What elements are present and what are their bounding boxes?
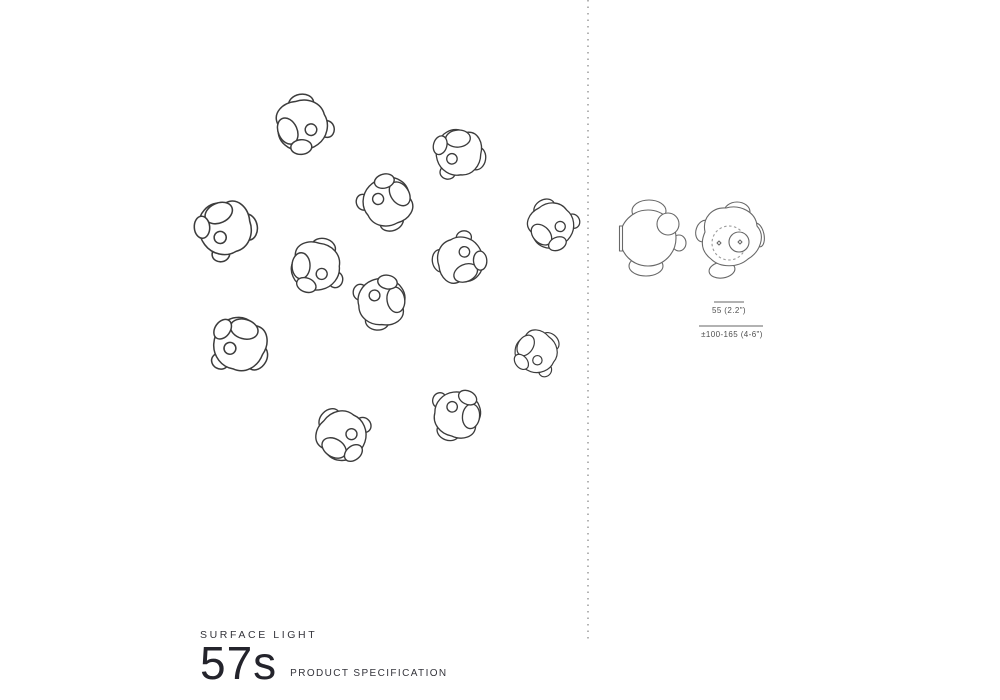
pendant-blob xyxy=(503,319,571,387)
top-view-drawing xyxy=(693,202,766,280)
side-view-drawing xyxy=(620,200,687,276)
pendant-blob xyxy=(197,304,281,387)
pendant-blob xyxy=(427,123,490,185)
top-view-stem-circle xyxy=(729,232,749,252)
pendant-blob xyxy=(517,189,588,261)
pendant-blob xyxy=(421,379,490,449)
pendant-blob xyxy=(303,394,383,474)
document-subtitle: PRODUCT SPECIFICATION xyxy=(290,668,448,680)
title-block xyxy=(200,629,448,689)
pendant-blob xyxy=(428,228,491,290)
product-category: SURFACE LIGHT xyxy=(200,629,318,641)
pendant-blob xyxy=(270,89,338,159)
side-view-upper-right-lobe xyxy=(657,213,679,235)
pendant-blob xyxy=(189,194,262,266)
dimension-label-diameter: ±100-165 (4-6") xyxy=(701,330,763,339)
product-name: 57s xyxy=(200,637,278,689)
dimension-label-stem: 55 (2.2") xyxy=(711,306,746,315)
side-view-mounting-plate xyxy=(620,226,623,251)
pendant-blob xyxy=(350,166,422,239)
pendant-blob xyxy=(350,271,410,332)
scatter-field xyxy=(189,89,588,474)
pendant-blob xyxy=(283,231,352,301)
panel-divider-dotted-line xyxy=(587,0,589,643)
